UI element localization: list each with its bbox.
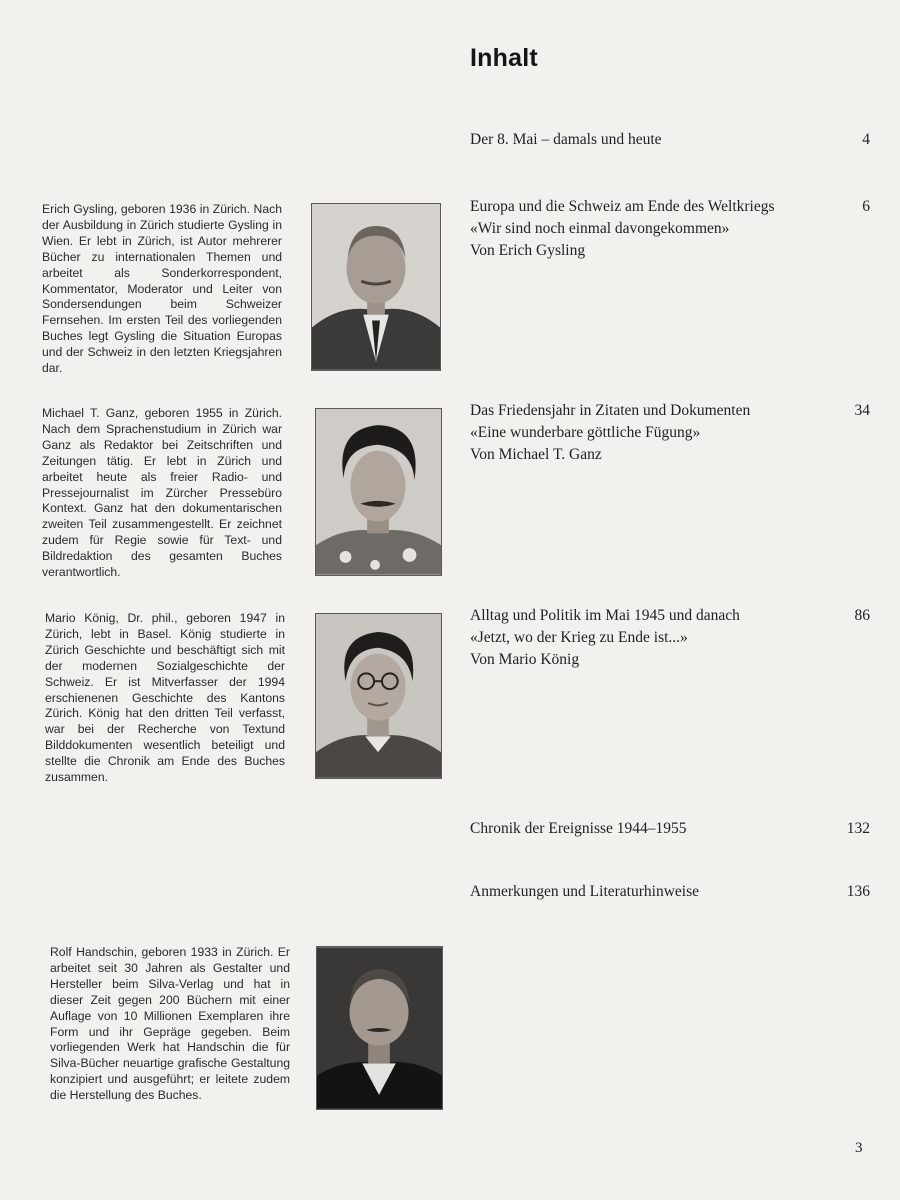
toc-author: Von Michael T. Ganz: [470, 446, 602, 463]
toc-page-number: 34: [854, 402, 870, 419]
toc-entry: [470, 881, 870, 903]
toc-page-number: 132: [846, 820, 870, 837]
author-bio: Michael T. Ganz, geboren 1955 in Zürich. Nach dem Sprachenstudium in Zürich war Ganz als Redaktor bei Zeitschriften und Zeitungen tätig. Er lebt in Zürich und arbeitet heute als freier Radio- und Pressejournalist im Zürcher Pressebüro Kontext. Ganz hat den dokumentarischen zweiten Teil zusammengestellt. Er zeichnet zudem für Regie sowie für Text- und Bildredaktion des gesamten Buches verantwortlich.: [42, 406, 282, 580]
toc-entry: [470, 196, 870, 262]
author-bio: Erich Gysling, geboren 1936 in Zürich. Nach der Ausbildung in Zürich studierte Gysling in Wien. Er lebt in Zürich, ist Autor mehrerer Bücher zu internationalen Themen und arbeitet als Sonderkorrespondent, Kommentator, Moderator und Leiter von Sondersendungen beim Schweizer Fernsehen. Im ersten Teil des vorliegenden Buches legt Gysling die Situation Europas und der Schweiz in den letzten Kriegsjahren dar.: [42, 202, 282, 376]
toc-title: Alltag und Politik im Mai 1945 und danach: [470, 607, 740, 624]
toc-subtitle: «Wir sind noch einmal davongekommen»: [470, 220, 730, 237]
page-title: Inhalt: [470, 44, 538, 72]
toc-subtitle: «Jetzt, wo der Krieg zu Ende ist...»: [470, 629, 688, 646]
author-bio: Mario König, Dr. phil., geboren 1947 in Zürich, lebt in Basel. König studierte in Zürich Geschichte und beschäftigt sich mit der modernen Sozialgeschichte der Schweiz. Er ist Mitverfasser der 1994 erschienenen Geschichte des Kantons Zürich. König hat den dritten Teil verfasst, war bei der Recherche von Textund Bilddokumenten wesentlich beteiligt und stellte die Chronik am Ende des Buches zusammen.: [45, 611, 285, 785]
author-photo: [315, 613, 442, 779]
toc-page-number: 6: [862, 198, 870, 215]
toc-entry: [470, 818, 870, 840]
toc-entry: [470, 400, 870, 466]
toc-title: Europa und die Schweiz am Ende des Weltkriegs: [470, 198, 775, 215]
toc-entry: [470, 129, 870, 151]
author-photo: [311, 203, 441, 371]
toc-page-number: 4: [862, 131, 870, 148]
toc-title: Chronik der Ereignisse 1944–1955: [470, 820, 687, 837]
author-photo: [316, 946, 443, 1110]
author-photo: [315, 408, 442, 576]
page-number: 3: [855, 1140, 863, 1156]
toc-page-number: 86: [854, 607, 870, 624]
toc-title: Anmerkungen und Literaturhinweise: [470, 883, 699, 900]
toc-author: Von Erich Gysling: [470, 242, 586, 259]
author-bio: Rolf Handschin, geboren 1933 in Zürich. Er arbeitet seit 30 Jahren als Gestalter und Hersteller beim Silva-Verlag und hat in dieser Zeit gegen 200 Büchern mit einer Auflage von 10 Millionen Exemplaren ihre Form und ihr Gepräge gegeben. Beim vorliegenden Werk hat Handschin die für Silva-Bücher neuartige grafische Gestaltung konzipiert und ausgeführt; er leitete zudem die Herstellung des Buches.: [50, 945, 290, 1103]
toc-title: Der 8. Mai – damals und heute: [470, 131, 662, 148]
toc-entry: [470, 605, 870, 671]
toc-subtitle: «Eine wunderbare göttliche Fügung»: [470, 424, 701, 441]
toc-author: Von Mario König: [470, 651, 580, 668]
toc-title: Das Friedensjahr in Zitaten und Dokumenten: [470, 402, 751, 419]
toc-page-number: 136: [846, 883, 870, 900]
